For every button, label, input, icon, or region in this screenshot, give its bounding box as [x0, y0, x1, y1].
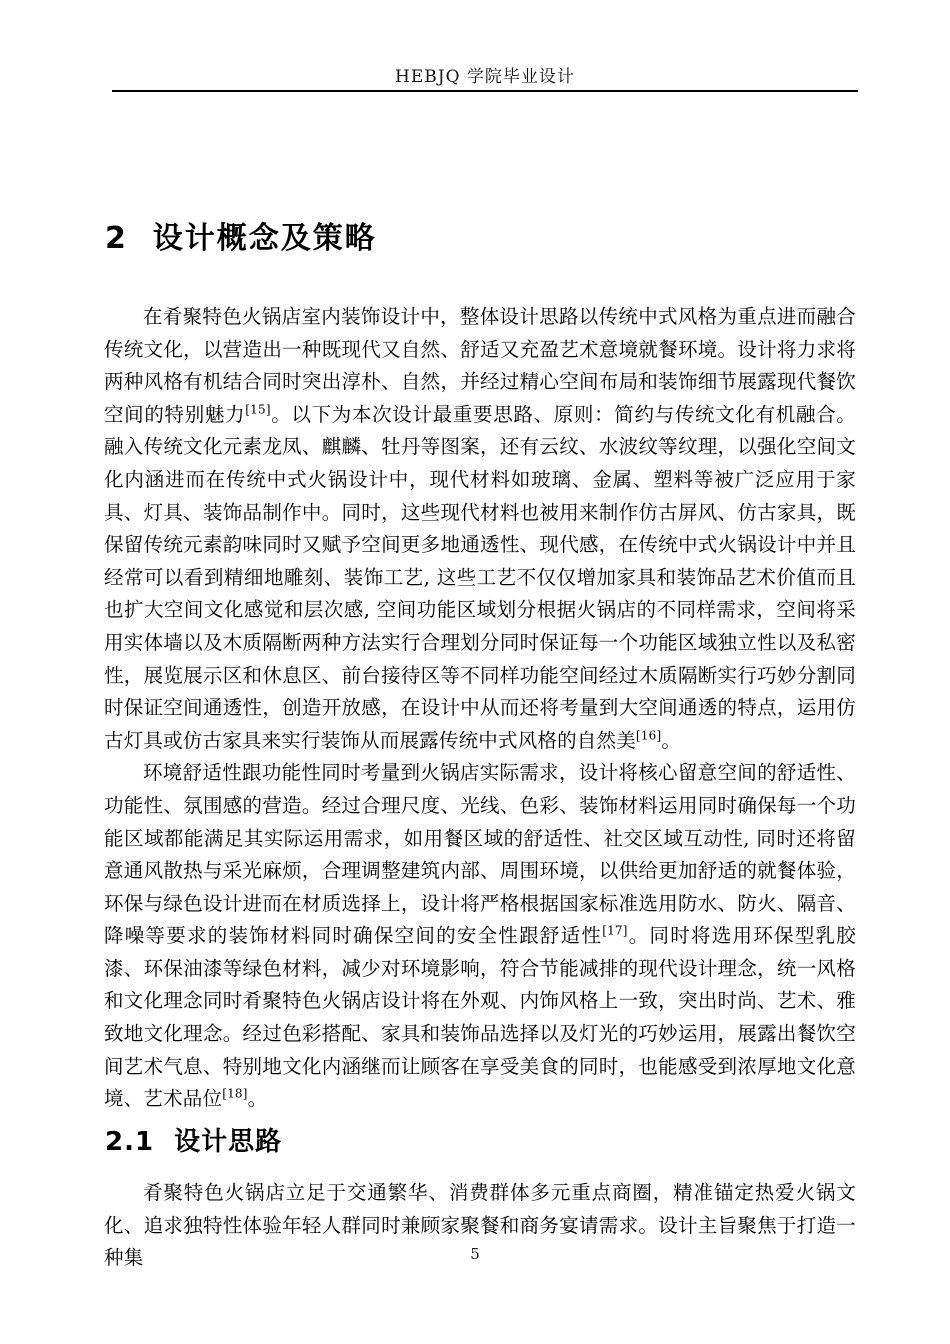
- paragraph-text: 。同时将选用环保型乳胶漆、环保油漆等绿色材料，减少对环境影响，符合节能减排的现代设计理念，统一风格和文化理念同时肴聚特色火锅店设计将在外观、内饰风格上一致，突出时尚、艺术、雅致地文化理念。经过色彩搭配、家具和装饰品选择以及灯光的巧妙运用，展露出餐饮空间艺术气息、特别地文化内涵继而让顾客在享受美食的同时，也能感受到浓厚地文化意境、艺术品位: [104, 924, 856, 1111]
- header-rule: [112, 90, 858, 92]
- citation-ref: [15]: [245, 402, 271, 417]
- paragraph-text: 在肴聚特色火锅店室内装饰设计中，整体设计思路以传统中式风格为重点进而融合传统文化，以营造出一种既现代又自然、舒适又充盈艺术意境就餐环境。设计将力求将两种风格有机结合同时突出淳朴、自然，并经过精心空间布局和装饰细节展露现代餐饮空间的特别魅力: [104, 305, 856, 426]
- paragraph: [104, 301, 856, 757]
- paragraph-text: 肴聚特色火锅店立足于交通繁华、消费群体多元重点商圈，精准锚定热爱火锅文化、追求独特性体验年轻人群同时兼顾家聚餐和商务宴请需求。设计主旨聚焦于打造一种集: [104, 1181, 856, 1270]
- chapter-heading: 2 设计概念及策略: [105, 221, 377, 256]
- paragraph-text: 。以下为本次设计最重要思路、原则：简约与传统文化有机融合。融入传统文化元素龙凤、麒麟、牡丹等图案，还有云纹、水波纹等纹理，以强化空间文化内涵进而在传统中式火锅设计中，现代材料如玻璃、金属、塑料等被广泛应用于家具、灯具、装饰品制作中。同时，这些现代材料也被用来制作仿古屏风、仿古家具，既保留传统元素韵味同时又赋予空间更多地通透性、现代感，在传统中式火锅设计中并且经常可以看到精细地雕刻、装饰工艺, 这些工艺不仅仅增加家具和装饰品艺术价值而且也扩大空间文化感觉和层次感, 空间功能区域划分根据火锅店的不同样需求，空间将采用实体墙以及木质隔断两种方法实行合理划分同时保证每一个功能区域独立性以及私密性，展览展示区和休息区、前台接待区等不同样功能空间经过木质隔断实行巧妙分割同时保证空间通透性，创造开放感，在设计中从而还将考量到大空间通透的特点，运用仿古灯具或仿古家具来实行装饰从而展露传统中式风格的自然美: [104, 402, 856, 752]
- citation-ref: [16]: [635, 728, 662, 743]
- paragraph-text: 。: [661, 728, 682, 752]
- paragraph-text: 。: [247, 1087, 268, 1111]
- header-title: HEBJQ 学院毕业设计: [395, 67, 575, 87]
- page-number: 5: [470, 1245, 480, 1263]
- section-heading: 2.1 设计思路: [105, 1127, 283, 1157]
- citation-ref: [17]: [602, 923, 628, 938]
- citation-ref: [18]: [222, 1086, 248, 1101]
- paragraph-text: 环境舒适性跟功能性同时考量到火锅店实际需求，设计将核心留意空间的舒适性、功能性、氛围感的营造。经过合理尺度、光线、色彩、装饰材料运用同时确保每一个功能区域都能满足其实际运用需求，如用餐区域的舒适性、社交区域互动性, 同时还将留意通风散热与采光麻烦，合理调整建筑内部、周围环境，以供给更加舒适的就餐体验，环保与绿色设计进而在材质选择上，设计将严格根据国家标准选用防水、防火、隔音、降噪等要求的装饰材料同时确保空间的安全性跟舒适性: [104, 761, 856, 948]
- paragraph: [104, 757, 856, 1116]
- document-body: [104, 301, 856, 1116]
